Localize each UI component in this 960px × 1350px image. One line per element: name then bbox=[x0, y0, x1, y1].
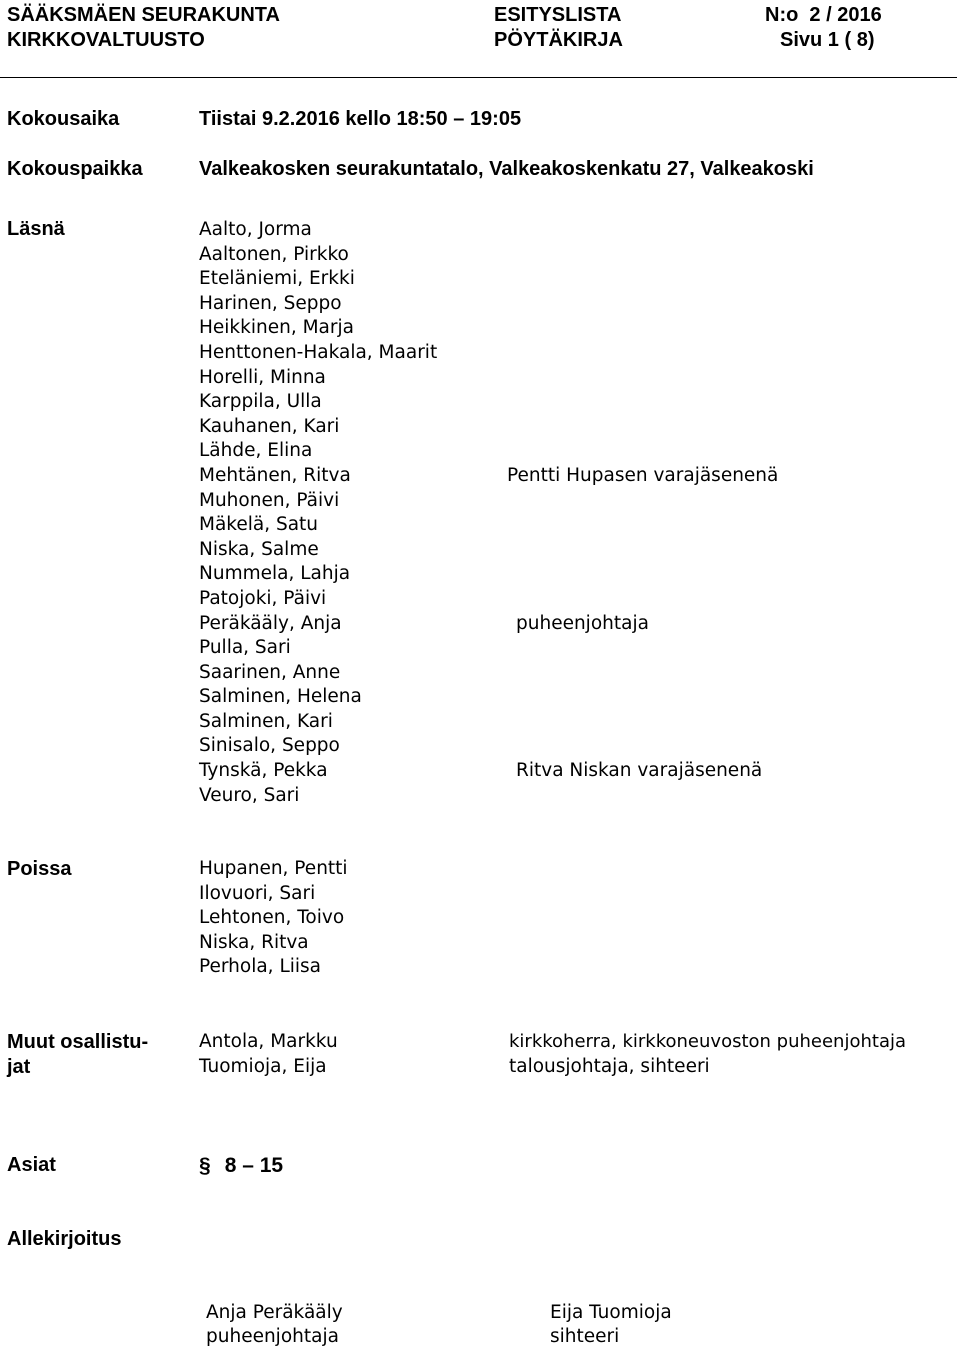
other-participants-label-line2: jat bbox=[7, 1056, 31, 1078]
chair-note-perakaaly: puheenjohtaja bbox=[516, 613, 649, 634]
matters-range-text: 8 – 15 bbox=[224, 1154, 284, 1177]
parish-name: SÄÄKSMÄEN SEURAKUNTA bbox=[7, 4, 280, 26]
council-name: KIRKKOVALTUUSTO bbox=[7, 29, 205, 51]
list-item: Niska, Ritva bbox=[199, 931, 309, 953]
list-item: Sinisalo, Seppo bbox=[199, 735, 340, 757]
document-number: N:o 2 / 2016 bbox=[765, 4, 882, 26]
list-item: Horelli, Minna bbox=[199, 366, 326, 388]
meeting-time-label: Kokousaika bbox=[7, 108, 120, 130]
list-item: Heikkinen, Marja bbox=[199, 317, 354, 339]
list-item: talousjohtaja, sihteeri bbox=[509, 1055, 710, 1077]
signature-label: Allekirjoitus bbox=[7, 1228, 122, 1250]
list-item: Mäkelä, Satu bbox=[199, 514, 319, 536]
substitute-note-tynska: Ritva Niskan varajäsenenä bbox=[516, 760, 763, 781]
list-item: Kauhanen, Kari bbox=[199, 415, 340, 437]
list-item: Mehtänen, Ritva bbox=[199, 464, 351, 486]
list-item: Peräkääly, Anja bbox=[199, 612, 342, 634]
list-item: Lähde, Elina bbox=[199, 440, 313, 462]
secretary-signature-role: sihteeri bbox=[550, 1326, 620, 1347]
list-item: Tynskä, Pekka bbox=[199, 760, 328, 782]
list-item: Henttonen-Hakala, Maarit bbox=[199, 341, 438, 363]
matters-label: Asiat bbox=[7, 1154, 56, 1176]
list-item: Niska, Salme bbox=[199, 538, 319, 560]
doc-type-agenda: ESITYSLISTA bbox=[494, 4, 622, 26]
list-item: Ilovuori, Sari bbox=[199, 882, 316, 904]
other-participants-label-line1: Muut osallistu- bbox=[7, 1031, 149, 1053]
absent-list bbox=[199, 857, 348, 980]
list-item: Harinen, Seppo bbox=[199, 292, 342, 314]
matters-range bbox=[199, 1153, 283, 1178]
meeting-time-value: Tiistai 9.2.2016 kello 18:50 – 19:05 bbox=[199, 108, 522, 130]
other-participants-roles bbox=[509, 1030, 906, 1079]
list-item: Hupanen, Pentti bbox=[199, 858, 348, 879]
list-item: Lehtonen, Toivo bbox=[199, 907, 345, 929]
present-label: Läsnä bbox=[7, 218, 65, 240]
list-item: Veuro, Sari bbox=[199, 784, 300, 806]
doc-type-minutes: PÖYTÄKIRJA bbox=[494, 29, 623, 51]
list-item: Nummela, Lahja bbox=[199, 563, 351, 585]
list-item: Aalto, Jorma bbox=[199, 219, 312, 240]
chair-signature-role: puheenjohtaja bbox=[206, 1326, 339, 1347]
list-item: kirkkoherra, kirkkoneuvoston puheenjohtaja bbox=[509, 1031, 907, 1052]
list-item: Eteläniemi, Erkki bbox=[199, 268, 355, 290]
absent-label: Poissa bbox=[7, 858, 72, 880]
meeting-place-value: Valkeakosken seurakuntatalo, Valkeakoskenkatu 27, Valkeakoski bbox=[199, 158, 814, 180]
list-item: Salminen, Kari bbox=[199, 710, 333, 732]
list-item: Salminen, Helena bbox=[199, 686, 362, 708]
list-item: Muhonen, Päivi bbox=[199, 489, 340, 511]
header-divider bbox=[0, 77, 957, 78]
other-participants-names bbox=[199, 1030, 338, 1079]
list-item: Aaltonen, Pirkko bbox=[199, 243, 349, 265]
section-symbol: § bbox=[199, 1154, 211, 1177]
chair-signature-name: Anja Peräkääly bbox=[206, 1302, 343, 1323]
substitute-note-mehtanen: Pentti Hupasen varajäsenenä bbox=[507, 465, 779, 486]
list-item: Tuomioja, Eija bbox=[199, 1055, 327, 1077]
list-item: Patojoki, Päivi bbox=[199, 587, 327, 609]
meeting-place-label: Kokouspaikka bbox=[7, 158, 143, 180]
present-list bbox=[199, 218, 437, 808]
list-item: Perhola, Liisa bbox=[199, 956, 322, 978]
list-item: Pulla, Sari bbox=[199, 637, 291, 659]
list-item: Antola, Markku bbox=[199, 1031, 338, 1052]
page-number: Sivu 1 ( 8) bbox=[780, 29, 875, 51]
list-item: Karppila, Ulla bbox=[199, 391, 322, 413]
list-item: Saarinen, Anne bbox=[199, 661, 341, 683]
secretary-signature-name: Eija Tuomioja bbox=[550, 1302, 672, 1323]
